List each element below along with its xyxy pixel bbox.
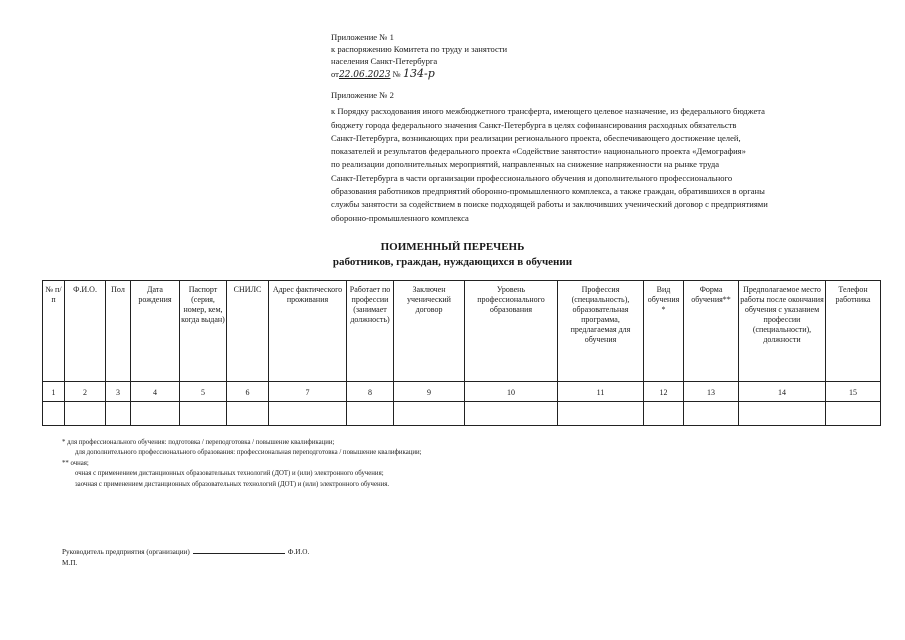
appendix-2-line: бюджету города федерального значения Санкт-Петербурга в целях софинансирования расходных обязательств	[331, 119, 737, 130]
table-cell[interactable]	[347, 402, 394, 426]
handwritten-number: 134-р	[403, 66, 435, 80]
column-header: Пол	[106, 281, 131, 382]
column-number: 7	[269, 382, 347, 402]
column-number: 6	[227, 382, 269, 402]
footnote-1-continued: для дополнительного профессионального образования: профессиональная переподготовка / повышение квалификации;	[75, 449, 422, 457]
table-cell[interactable]	[826, 402, 881, 426]
appendix-1-date-line	[331, 68, 507, 81]
table-cell[interactable]	[43, 402, 65, 426]
table-cell[interactable]	[465, 402, 558, 426]
appendix-2-line: показателей и результатов федерального проекта «Содействие занятости» национального проекта «Демография»	[331, 146, 746, 157]
stamp-place: М.П.	[62, 558, 78, 567]
column-header: СНИЛС	[227, 281, 269, 382]
column-number: 3	[106, 382, 131, 402]
table-cell[interactable]	[558, 402, 644, 426]
table-cell[interactable]	[106, 402, 131, 426]
column-header: № п/п	[43, 281, 65, 382]
column-header: Профессия (специальность), образовательная программа, предлагаемая для обучения	[558, 281, 644, 382]
signature-label: Руководитель предприятия (организации)	[62, 548, 190, 556]
appendix-1-line2: населения Санкт-Петербурга	[331, 56, 438, 67]
table-row	[43, 402, 881, 426]
column-number: 13	[684, 382, 739, 402]
column-header: Форма обучения**	[684, 281, 739, 382]
table-cell[interactable]	[227, 402, 269, 426]
column-number: 9	[394, 382, 465, 402]
appendix-2-line: по реализации дополнительных мероприятий, направленных на снижение напряженности на рынке труда	[331, 159, 720, 170]
column-number: 1	[43, 382, 65, 402]
column-header: Работает по профессии (занимает должность)	[347, 281, 394, 382]
column-number: 15	[826, 382, 881, 402]
column-number: 10	[465, 382, 558, 402]
column-header: Вид обучения *	[644, 281, 684, 382]
footnote-1: * для профессионального обучения: подготовка / переподготовка / повышение квалификации;	[62, 439, 335, 446]
table-cell[interactable]	[394, 402, 465, 426]
column-header: Заключен ученический договор	[394, 281, 465, 382]
table-cell[interactable]	[684, 402, 739, 426]
appendix-2-line: образования работников предприятий оборонно-промышленного комплекса, а также граждан, обратившихся в органы	[331, 186, 765, 197]
document-subtitle: работников, граждан, нуждающихся в обучении	[332, 256, 573, 268]
date-prefix: от	[331, 68, 339, 79]
table-cell[interactable]	[269, 402, 347, 426]
table-cell[interactable]	[739, 402, 826, 426]
column-number: 4	[131, 382, 180, 402]
footnote-2-option: заочная с применением дистанционных образовательных технологий (ДОТ) и (или) электронного обучения.	[75, 480, 390, 488]
column-header: Предполагаемое место работы после окончания обучения с указанием профессии (специальности), должности	[739, 281, 826, 382]
column-header: Ф.И.О.	[65, 281, 106, 382]
appendix-2-block	[331, 89, 886, 225]
column-number: 5	[180, 382, 227, 402]
signature-fio: Ф.И.О.	[287, 548, 310, 556]
number-prefix: №	[392, 68, 401, 79]
appendix-2-line: Санкт-Петербурга, возникающих при реализации регионального проекта, обеспечивающего достижение целей,	[331, 132, 741, 143]
column-header: Паспорт (серия, номер, кем, когда выдан)	[180, 281, 227, 382]
appendix-2-line: оборонно-промышленного комплекса	[331, 212, 469, 223]
employee-list-table	[42, 280, 881, 426]
document-title: ПОИМЕННЫЙ ПЕРЕЧЕНЬ	[380, 241, 525, 253]
table-number-row	[43, 382, 881, 402]
column-number: 14	[739, 382, 826, 402]
appendix-2-title: Приложение № 2	[331, 90, 394, 100]
table-cell[interactable]	[180, 402, 227, 426]
appendix-2-line: службы занятости за содействием в поиске подходящей работы и заключивших ученический договор с предприятиями	[331, 199, 768, 210]
table-cell[interactable]	[644, 402, 684, 426]
appendix-1-line1: к распоряжению Комитета по труду и занятости	[331, 44, 508, 55]
table-cell[interactable]	[131, 402, 180, 426]
footnotes	[62, 438, 422, 490]
column-number: 8	[347, 382, 394, 402]
footnote-2: ** очная;	[62, 459, 89, 467]
column-header: Телефон работника	[826, 281, 881, 382]
table-header-row	[43, 281, 881, 382]
appendix-1-title: Приложение № 1	[331, 32, 394, 42]
footnote-2-option: очная с применением дистанционных образовательных технологий (ДОТ) и (или) электронного обучения;	[75, 470, 384, 478]
column-header: Адрес фактического проживания	[269, 281, 347, 382]
appendix-2-line: Санкт-Петербурга в части организации профессионального обучения и дополнительного профессионального	[331, 172, 733, 183]
handwritten-date: 22.06.2023	[338, 69, 391, 80]
column-number: 12	[644, 382, 684, 402]
appendix-2-line: к Порядку расходования иного межбюджетного трансферта, имеющего целевое назначение, из федерального бюджета	[331, 106, 765, 117]
column-number: 2	[65, 382, 106, 402]
table-cell[interactable]	[65, 402, 106, 426]
column-number: 11	[558, 382, 644, 402]
signature-block	[62, 545, 309, 568]
appendix-1-block	[331, 31, 507, 81]
signature-line[interactable]	[193, 545, 285, 554]
column-header: Уровень профессионального образования	[465, 281, 558, 382]
column-header: Дата рождения	[131, 281, 180, 382]
